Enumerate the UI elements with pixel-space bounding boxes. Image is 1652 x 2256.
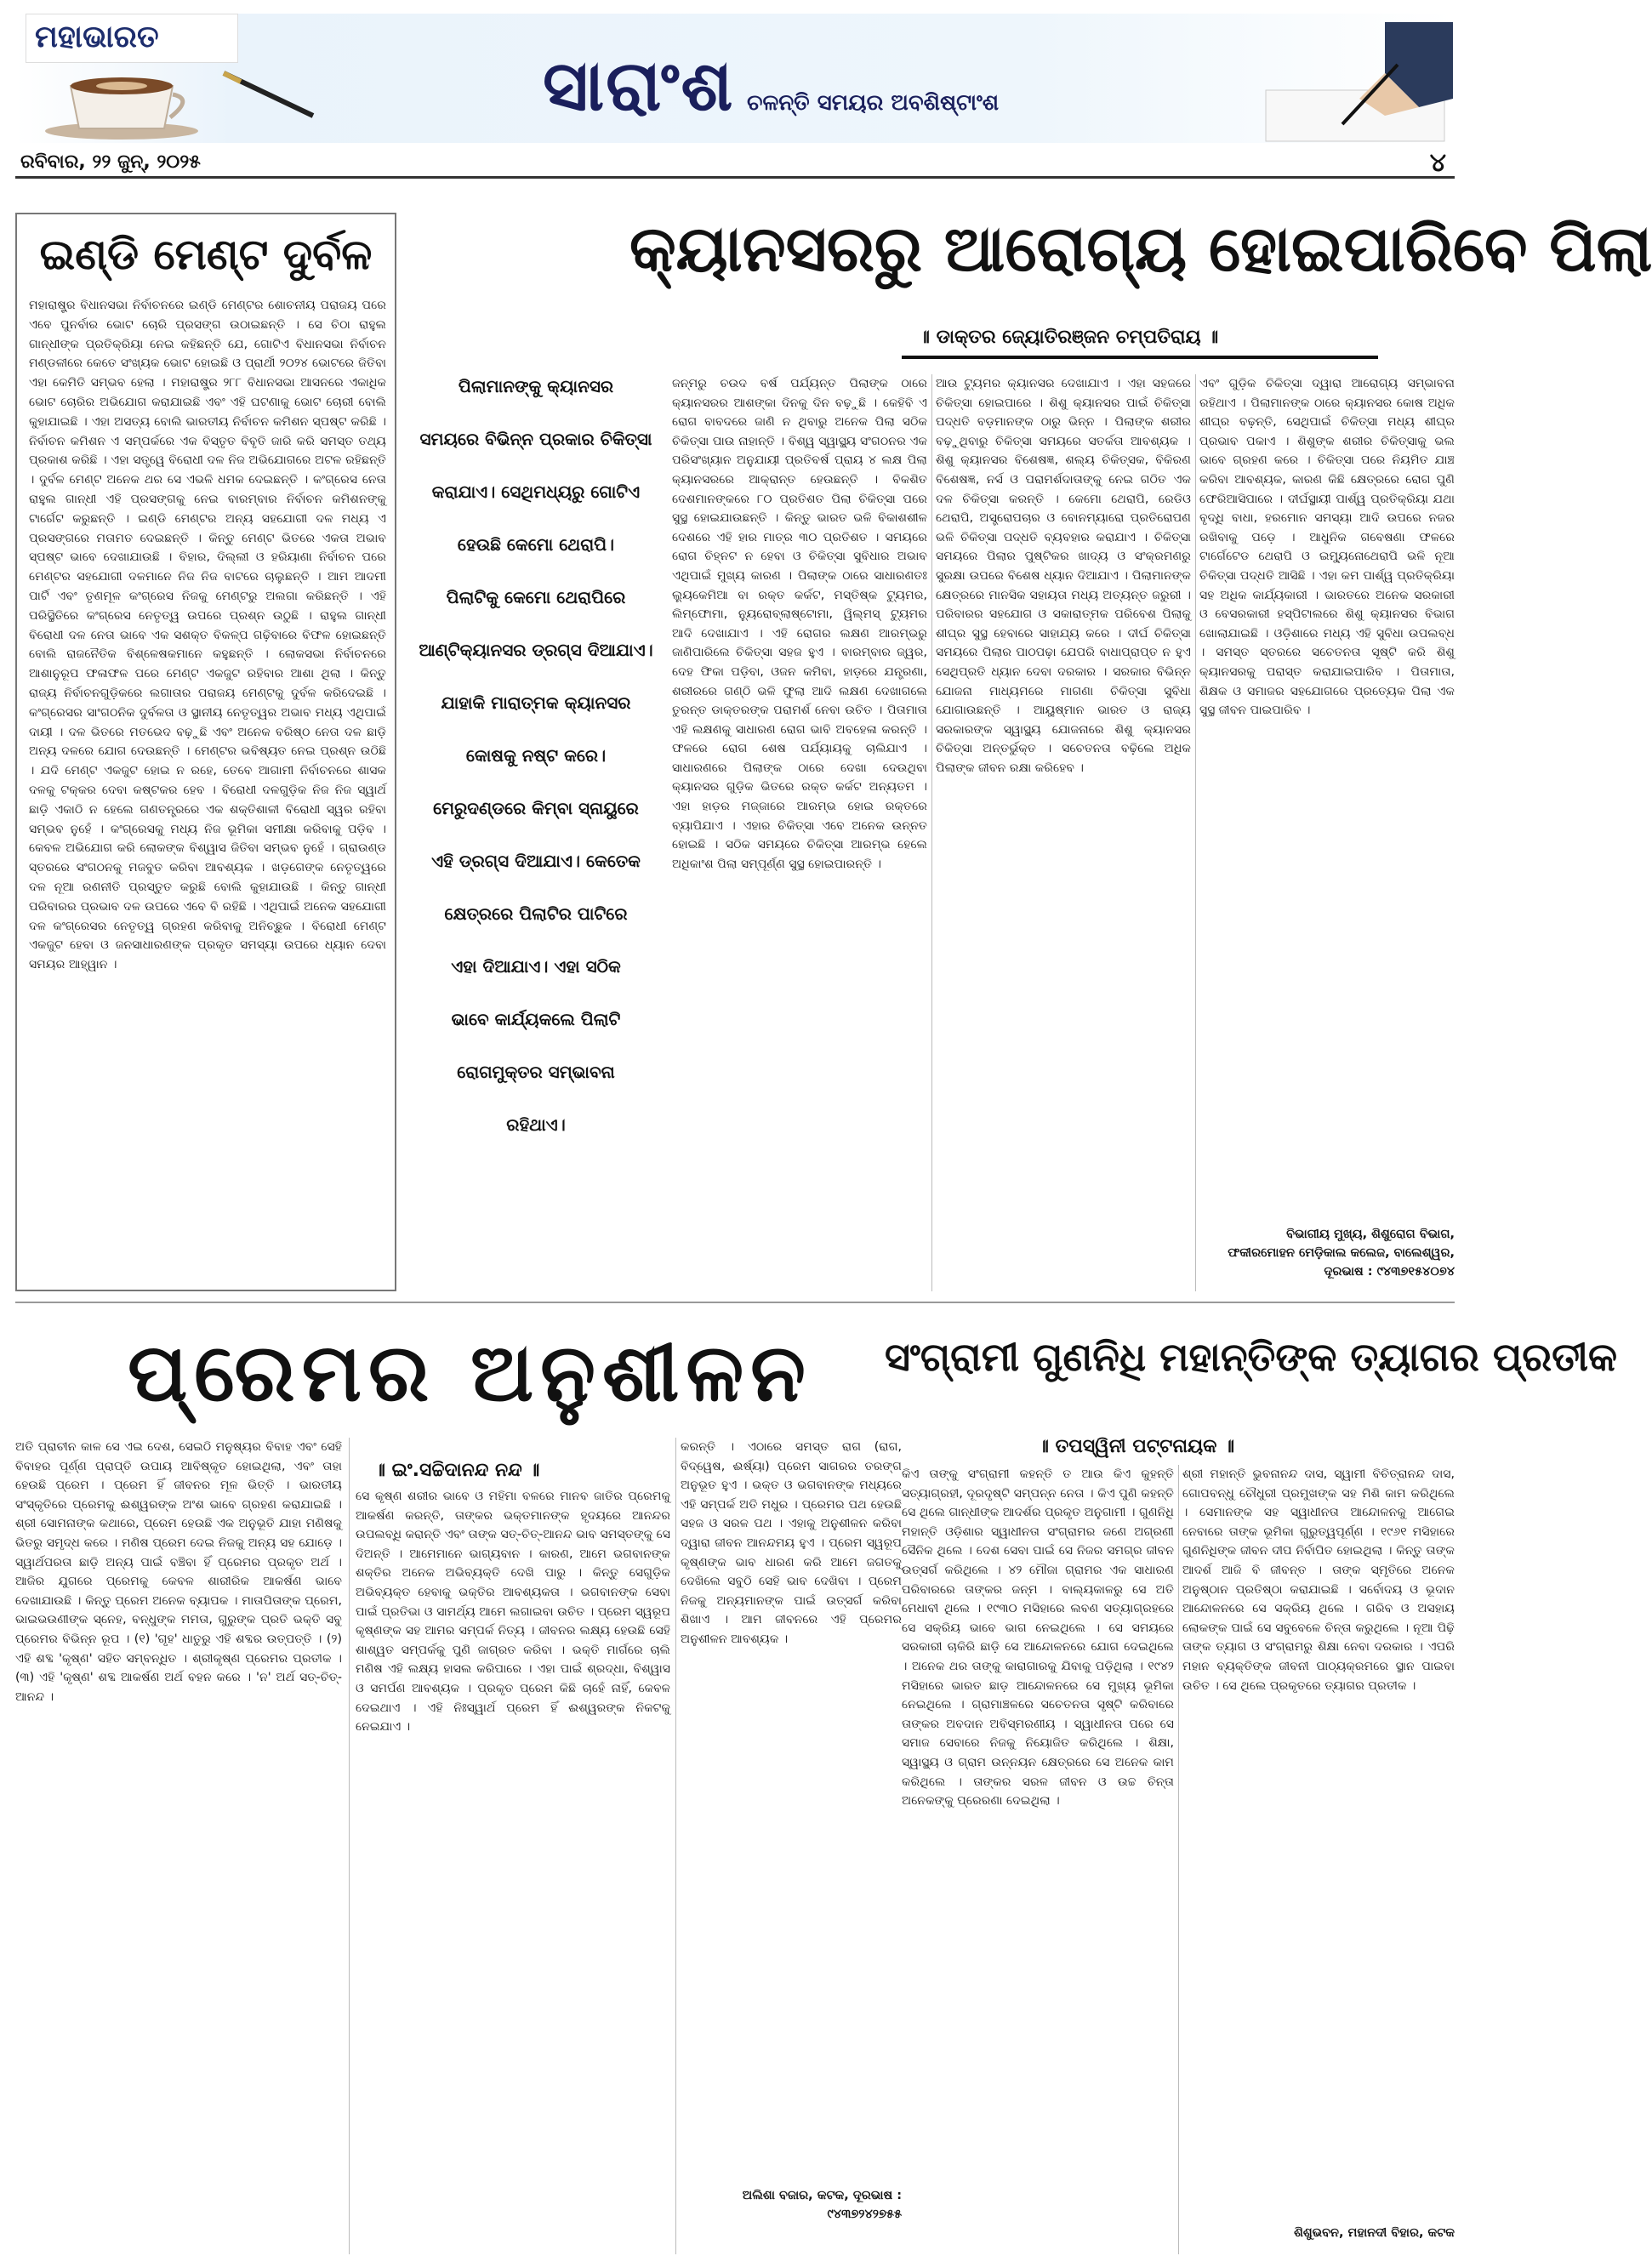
article-column: କରନ୍ତି । ଏଠାରେ ସମସ୍ତ ରାଗ (ରାଗ, ବିଦ୍ୱେଷ, ଈର୍ଷ୍ୟା) ପ୍ରେମ ସାଗରର ତରଙ୍ଗ ଅନୁଭୂତ ହୁଏ । ଭକ୍ତ ଓ ଭଗବାନଙ୍କ ମଧ୍ୟରେ ଏହି ସମ୍ପର୍କ ଅତି ମଧୁର । ପ୍ରେମର ପଥ ହେଉଛି ସହଜ ଓ ସରଳ ପଥ । ଏହାକୁ ଅନୁଶୀଳନ କରିବା ଦ୍ୱାରା ଜୀବନ ଆନନ୍ଦମୟ ହୁଏ । ପ୍ରେମ ସ୍ୱରୂପ କୃଷ୍ଣଙ୍କ ଭାବ ଧାରଣ କରି ଆମେ ଜଗତକୁ ଦେଖିଲେ ସବୁଠି ସେହି ଭାବ ଦେଖିବା । ପ୍ରେମ ନିଜକୁ ଅନ୍ୟମାନଙ୍କ ପାଇଁ ଉତ୍ସର୍ଗ କରିବା ଶିଖାଏ । ଆମ ଜୀବନରେ ଏହି ପ୍ରେମର ଅନୁଶୀଳନ ଆବଶ୍ୟକ । <box>681 1440 902 1646</box>
article-column: ଶ୍ରୀ ମହାନ୍ତି ଭୁବନାନନ୍ଦ ଦାସ, ସ୍ୱାମୀ ବିଚିତ୍ରାନନ୍ଦ ଦାସ, ଗୋପବନ୍ଧୁ ଚୌଧୁରୀ ପ୍ରମୁଖଙ୍କ ସହ ମିଶି କାମ କରିଥିଲେ । ସେମାନଙ୍କ ସହ ସ୍ୱାଧୀନତା ଆନ୍ଦୋଳନକୁ ଆଗେଇ ନେବାରେ ତାଙ୍କ ଭୂମିକା ଗୁରୁତ୍ୱପୂର୍ଣ୍ଣ । ୧୯୬୧ ମସିହାରେ ଗୁଣନିଧିଙ୍କ ଜୀବନ ଦୀପ ନିର୍ବାପିତ ହୋଇଥିଲା । କିନ୍ତୁ ତାଙ୍କ ଆଦର୍ଶ ଆଜି ବି ଜୀବନ୍ତ । ତାଙ୍କ ସ୍ମୃତିରେ ଅନେକ ଅନୁଷ୍ଠାନ ପ୍ରତିଷ୍ଠା କରାଯାଇଛି । ସର୍ବୋଦୟ ଓ ଭୂଦାନ ଆନ୍ଦୋଳନରେ ସେ ସକ୍ରିୟ ଥିଲେ । ଗରିବ ଓ ଅସହାୟ ଲୋକଙ୍କ ପାଇଁ ସେ ସବୁବେଳେ ଚିନ୍ତା କରୁଥିଲେ । ନୂଆ ପିଢ଼ି ତାଙ୍କ ତ୍ୟାଗ ଓ ସଂଗ୍ରାମରୁ ଶିକ୍ଷା ନେବା ଦରକାର । ଏପରି ମହାନ ବ୍ୟକ୍ତିଙ୍କ ଜୀବନୀ ପାଠ୍ୟକ୍ରମରେ ସ୍ଥାନ ପାଇବା ଉଚିତ । ସେ ଥିଲେ ପ୍ରକୃତରେ ତ୍ୟାଗର ପ୍ରତୀକ । <box>1182 1467 1455 1693</box>
article-headline: ସଂଗ୍ରାମୀ ଗୁଣନିଧି ମହାନ୍ତିଙ୍କ ତ୍ୟାଗର ପ୍ରତୀକ <box>885 1334 1617 1380</box>
article-byline: ॥ ଡାକ୍ତର ଜ୍ୟୋତିରଞ୍ଜନ ଚମ୍ପତିରାୟ ॥ <box>919 327 1219 348</box>
pull-quote-line: ସମୟରେ ବିଭିନ୍ନ ପ୍ରକାର ଚିକିତ୍ସା <box>419 429 652 449</box>
credit-line: ଅଲିଶା ବଜାର, କଟକ, ଦୂରଭାଷ : <box>742 2189 902 2202</box>
pull-quote-line: ରହିଥାଏ। <box>506 1114 566 1135</box>
column-rule <box>1178 1465 1179 2254</box>
pull-quote-line: କୋଷକୁ ନଷ୍ଟ କରେ। <box>465 745 607 766</box>
pull-quote <box>407 374 665 1165</box>
byline-rule <box>902 356 1378 359</box>
article-box-indi-alliance <box>15 213 396 1291</box>
article-headline: କ୍ୟାନସରରୁ ଆରୋଗ୍ୟ ହୋଇପାରିବେ ପିଲା <box>629 213 1652 286</box>
article-byline: ॥ ଇଂ.ସଚ୍ଚିଦାନନ୍ଦ ନନ୍ଦ ॥ <box>374 1460 540 1481</box>
article-column: ଆଉ ଟ୍ୟୁମର କ୍ୟାନସର ଦେଖାଯାଏ । ଏହା ସହଜରେ ଚିକିତ୍ସା ହୋଇପାରେ । ଶିଶୁ କ୍ୟାନସର ପାଇଁ ଚିକିତ୍ସା ପଦ୍ଧତି ବଡ଼ମାନଙ୍କ ଠାରୁ ଭିନ୍ନ । ପିଲାଙ୍କ ଶରୀର ବଢ଼ୁଥିବାରୁ ଚିକିତ୍ସା ସମୟରେ ସତର୍କତା ଆବଶ୍ୟକ । ଶିଶୁ କ୍ୟାନସର ବିଶେଷଜ୍ଞ, ଶଲ୍ୟ ଚିକିତ୍ସକ, ବିକିରଣ ବିଶେଷଜ୍ଞ, ନର୍ସ ଓ ପରାମର୍ଶଦାତାଙ୍କୁ ନେଇ ଗଠିତ ଏକ ଦଳ ଚିକିତ୍ସା କରନ୍ତି । କେମୋ ଥେରାପି, ରେଡିଓ ଥେରାପି, ଅସ୍ତ୍ରୋପଚାର ଓ ବୋନମ୍ୟାରୋ ପ୍ରତିରୋପଣ ଭଳି ଚିକିତ୍ସା ପଦ୍ଧତି ବ୍ୟବହାର କରାଯାଏ । ଚିକିତ୍ସା ସମୟରେ ପିଲାର ପୁଷ୍ଟିକର ଖାଦ୍ୟ ଓ ସଂକ୍ରମଣରୁ ସୁରକ୍ଷା ଉପରେ ବିଶେଷ ଧ୍ୟାନ ଦିଆଯାଏ । ପିଲାମାନଙ୍କ କ୍ଷେତ୍ରରେ ମାନସିକ ସହାୟତା ମଧ୍ୟ ଅତ୍ୟନ୍ତ ଜରୁରୀ । ପରିବାରର ସହଯୋଗ ଓ ସକାରାତ୍ମକ ପରିବେଶ ପିଲାକୁ ଶୀଘ୍ର ସୁସ୍ଥ ହେବାରେ ସାହାଯ୍ୟ କରେ । ଦୀର୍ଘ ଚିକିତ୍ସା ସମୟରେ ପିଲାର ପାଠପଢ଼ା ଯେପରି ବାଧାପ୍ରାପ୍ତ ନ ହୁଏ ସେଥିପ୍ରତି ଧ୍ୟାନ ଦେବା ଦରକାର । ସରକାର ବିଭିନ୍ନ ଯୋଜନା ମାଧ୍ୟମରେ ମାଗଣା ଚିକିତ୍ସା ସୁବିଧା ଯୋଗାଉଛନ୍ତି । ଆୟୁଷ୍ମାନ ଭାରତ ଓ ରାଜ୍ୟ ସରକାରଙ୍କ ସ୍ୱାସ୍ଥ୍ୟ ଯୋଜନାରେ ଶିଶୁ କ୍ୟାନସର ଚିକିତ୍ସା ଅନ୍ତର୍ଭୁକ୍ତ । ସଚେତନତା ବଢ଼ିଲେ ଅଧିକ ପିଲାଙ୍କ ଜୀବନ ରକ୍ଷା କରିହେବ । <box>936 377 1191 775</box>
article-headline: ଇଣ୍ଡି ମେଣ୍ଟ ଦୁର୍ବଳ <box>39 230 373 279</box>
pull-quote-line: ପିଲାମାନଙ୍କୁ କ୍ୟାନସର <box>458 376 614 396</box>
article-column: ଏବଂ ଗୁଡ଼ିକ ଚିକିତ୍ସା ଦ୍ୱାରା ଆରୋଗ୍ୟ ସମ୍ଭାବନା ରହିଥାଏ । ପିଲାମାନଙ୍କ ଠାରେ କ୍ୟାନସର କୋଷ ଅଧିକ ଶୀଘ୍ର ବଢ଼ନ୍ତି, ସେଥିପାଇଁ ଚିକିତ୍ସା ମଧ୍ୟ ଶୀଘ୍ର ପ୍ରଭାବ ପକାଏ । ଶିଶୁଙ୍କ ଶରୀର ଚିକିତ୍ସାକୁ ଭଲ ଭାବେ ଗ୍ରହଣ କରେ । ଚିକିତ୍ସା ପରେ ନିୟମିତ ଯାଞ୍ଚ କରିବା ଆବଶ୍ୟକ, କାରଣ କିଛି କ୍ଷେତ୍ରରେ ରୋଗ ପୁଣି ଫେରିଆସିପାରେ । ଦୀର୍ଘସ୍ଥାୟୀ ପାର୍ଶ୍ୱ ପ୍ରତିକ୍ରିୟା ଯଥା ବୃଦ୍ଧି ବାଧା, ହରମୋନ ସମସ୍ୟା ଆଦି ଉପରେ ନଜର ରଖିବାକୁ ପଡ଼େ । ଆଧୁନିକ ଗବେଷଣା ଫଳରେ ଟାର୍ଗେଟେଡ ଥେରାପି ଓ ଇମ୍ୟୁନୋଥେରାପି ଭଳି ନୂଆ ଚିକିତ୍ସା ପଦ୍ଧତି ଆସିଛି । ଏହା କମ ପାର୍ଶ୍ୱ ପ୍ରତିକ୍ରିୟା ସହ ଅଧିକ କାର୍ଯ୍ୟକାରୀ । ଭାରତରେ ଅନେକ ସରକାରୀ ଓ ବେସରକାରୀ ହସ୍ପିଟାଲରେ ଶିଶୁ କ୍ୟାନସର ବିଭାଗ ଖୋଲାଯାଇଛି । ଓଡ଼ିଶାରେ ମଧ୍ୟ ଏହି ସୁବିଧା ଉପଲବ୍ଧ । ସମସ୍ତ ସ୍ତରରେ ସଚେତନତା ସୃଷ୍ଟି କରି ଶିଶୁ କ୍ୟାନସରକୁ ପରାସ୍ତ କରାଯାଇପାରିବ । ପିତାମାତା, ଶିକ୍ଷକ ଓ ସମାଜର ସହଯୋଗରେ ପ୍ରତ୍ୟେକ ପିଲା ଏକ ସୁସ୍ଥ ଜୀବନ ପାଇପାରିବ । <box>1199 377 1455 718</box>
masthead-banner <box>15 14 1455 143</box>
writing-hand-icon <box>1257 22 1453 141</box>
pen-icon <box>219 65 322 124</box>
article-byline: ॥ ତପସ୍ୱିନୀ ପଟ୍ଟନାୟକ ॥ <box>1038 1436 1235 1457</box>
section-tagline: ଚଳନ୍ତି ସମୟର ଅବଶିଷ୍ଟାଂଶ <box>747 90 1000 116</box>
column-rule <box>931 374 932 1291</box>
dateline <box>15 148 1455 179</box>
pull-quote-line: ଏହା ଦିଆଯାଏ। ଏହା ସଠିକ <box>451 956 621 977</box>
coffee-cup-icon <box>41 65 202 141</box>
column-rule <box>1195 374 1196 1291</box>
article-column: ସେ କୃଷ୍ଣ ଶରୀର ଭାବେ ଓ ମହିମା ବଳରେ ମାନବ ଜାତିର ପ୍ରେମକୁ ଆକର୍ଷଣ କରନ୍ତି, ତାଙ୍କର ଭକ୍ତମାନଙ୍କ ହୃଦୟରେ ଆନନ୍ଦର ଉପଲବ୍ଧି କରାନ୍ତି ଏବଂ ତାଙ୍କ ସତ୍-ଚିତ୍-ଆନନ୍ଦ ଭାବ ସମସ୍ତଙ୍କୁ ସେ ଦିଅନ୍ତି । ଆମେମାନେ ଭାଗ୍ୟବାନ । କାରଣ, ଆମେ ଭଗବାନଙ୍କ ଶକ୍ତିର ଅନେକ ଅଭିବ୍ୟକ୍ତି ଦେଖି ପାରୁ । କିନ୍ତୁ ସେଗୁଡ଼ିକ ଅଭିବ୍ୟକ୍ତ ହେବାକୁ ଭକ୍ତିର ଆବଶ୍ୟକତା । ଭଗବାନଙ୍କ ସେବା ପାଇଁ ପ୍ରତିଭା ଓ ସାମର୍ଥ୍ୟ ଆମେ ଲଗାଇବା ଉଚିତ । ପ୍ରେମ ସ୍ୱରୂପ କୃଷ୍ଣଙ୍କ ସହ ଆମର ସମ୍ପର୍କ ନିତ୍ୟ । ଜୀବନର ଲକ୍ଷ୍ୟ ହେଉଛି ସେହି ଶାଶ୍ୱତ ସମ୍ପର୍କକୁ ପୁଣି ଜାଗ୍ରତ କରିବା । ଭକ୍ତି ମାର୍ଗରେ ଚାଲି ମଣିଷ ଏହି ଲକ୍ଷ୍ୟ ହାସଲ କରିପାରେ । ଏହା ପାଇଁ ଶ୍ରଦ୍ଧା, ବିଶ୍ୱାସ ଓ ସମର୍ପଣ ଆବଶ୍ୟକ । ପ୍ରକୃତ ପ୍ରେମ କିଛି ଚାହେଁ ନାହିଁ, କେବଳ ଦେଇଥାଏ । ଏହି ନିଃସ୍ୱାର୍ଥ ପ୍ରେମ ହିଁ ଈଶ୍ୱରଙ୍କ ନିକଟକୁ ନେଇଯାଏ । <box>356 1490 670 1735</box>
author-credit <box>681 2186 902 2224</box>
credit-line: ୯୪୩୭୨୪୨୭୫୫ <box>827 2208 902 2221</box>
article-headline: ପ୍ରେମର ଅନୁଶୀଳନ <box>128 1327 812 1420</box>
section-divider <box>15 1302 1455 1303</box>
pull-quote-line: ହେଉଛି କେମୋ ଥେରାପି। <box>457 534 615 555</box>
pull-quote-line: ଭାବେ କାର୍ଯ୍ୟକଲେ ପିଲାଟି <box>451 1009 621 1029</box>
article-column: ଅତି ପ୍ରାଚୀନ କାଳ ସେ ଏଇ ଦେଶ, ସେଇଠି ମନୁଷ୍ୟର ବିବାହ ଏବଂ ସେହି ବିବାହର ପୂର୍ଣ୍ଣ ପ୍ରାପ୍ତି ଉପାୟ ଆବିଷ୍କୃତ ହୋଇଥିଲା, ଏବଂ ତାହା ହେଉଛି ପ୍ରେମ । ପ୍ରେମ ହିଁ ଜୀବନର ମୂଳ ଭିତ୍ତି । ଭାରତୀୟ ସଂସ୍କୃତିରେ ପ୍ରେମକୁ ଈଶ୍ୱରଙ୍କ ଅଂଶ ଭାବେ ଗ୍ରହଣ କରାଯାଇଛି । ଶ୍ରୀ ସୋମନାଙ୍କ କଥାରେ, ପ୍ରେମ ହେଉଛି ଏକ ଅନୁଭୂତି ଯାହା ମଣିଷକୁ ଭିତରୁ ସମୃଦ୍ଧ କରେ । ମଣିଷ ପ୍ରେମ ଦେଇ ନିଜକୁ ଅନ୍ୟ ସହ ଯୋଡ଼େ । ସ୍ୱାର୍ଥପରତା ଛାଡ଼ି ଅନ୍ୟ ପାଇଁ ବଞ୍ଚିବା ହିଁ ପ୍ରେମର ପ୍ରକୃତ ଅର୍ଥ । ଆଜିର ଯୁଗରେ ପ୍ରେମକୁ କେବଳ ଶାରୀରିକ ଆକର୍ଷଣ ଭାବେ ଦେଖାଯାଉଛି । କିନ୍ତୁ ପ୍ରେମ ଅନେକ ବ୍ୟାପକ । ମାତାପିତାଙ୍କ ପ୍ରେମ, ଭାଇଭଉଣୀଙ୍କ ସ୍ନେହ, ବନ୍ଧୁଙ୍କ ମମତା, ଗୁରୁଙ୍କ ପ୍ରତି ଭକ୍ତି ସବୁ ପ୍ରେମର ବିଭିନ୍ନ ରୂପ । (୧) 'ଗୃହ' ଧାତୁରୁ ଏହି ଶବ୍ଦର ଉତ୍ପତ୍ତି । (୨) ଏହି ଶବ୍ଦ 'କୃଷ୍ଣ' ସହିତ ସମ୍ବନ୍ଧିତ । ଶ୍ରୀକୃଷ୍ଣ ପ୍ରେମର ପ୍ରତୀକ । (୩) ଏହି 'କୃଷ୍ଣ' ଶବ୍ଦ ଆକର୍ଷଣ ଅର୍ଥ ବହନ କରେ । 'ନ' ଅର୍ଥ ସତ୍-ଚିତ୍-ଆନନ୍ଦ । <box>15 1440 342 1704</box>
issue-date: ରବିବାର, ୨୨ ଜୁନ୍, ୨୦୨୫ <box>20 151 201 173</box>
pull-quote-line: କରାଯାଏ। ସେଥିମଧ୍ୟରୁ ଗୋଟିଏ <box>431 481 641 502</box>
author-credit <box>1199 1225 1455 1281</box>
credit-line: ବିଭାଗୀୟ ମୁଖ୍ୟ, ଶିଶୁରୋଗ ବିଭାଗ, <box>1286 1228 1455 1241</box>
article-column: ଜନ୍ମରୁ ଚଉଦ ବର୍ଷ ପର୍ଯ୍ୟନ୍ତ ପିଲାଙ୍କ ଠାରେ କ୍ୟାନସରର ଆଶଙ୍କା ଦିନକୁ ଦିନ ବଢ଼ୁଛି । କେହିବି ଏ ରୋଗ ବାବଦରେ ଜାଣି ନ ଥିବାରୁ ଅନେକ ପିଲା ସଠିକ ଚିକିତ୍ସା ପାଉ ନାହାନ୍ତି । ବିଶ୍ୱ ସ୍ୱାସ୍ଥ୍ୟ ସଂଗଠନର ଏକ ପରିସଂଖ୍ୟାନ ଅନୁଯାୟୀ ପ୍ରତିବର୍ଷ ପ୍ରାୟ ୪ ଲକ୍ଷ ପିଲା କ୍ୟାନସରରେ ଆକ୍ରାନ୍ତ ହେଉଛନ୍ତି । ବିକଶିତ ଦେଶମାନଙ୍କରେ ୮୦ ପ୍ରତିଶତ ପିଲା ଚିକିତ୍ସା ପରେ ସୁସ୍ଥ ହୋଇଯାଉଛନ୍ତି । କିନ୍ତୁ ଭାରତ ଭଳି ବିକାଶଶୀଳ ଦେଶରେ ଏହି ହାର ମାତ୍ର ୩୦ ପ୍ରତିଶତ । ସମୟରେ ରୋଗ ଚିହ୍ନଟ ନ ହେବା ଓ ଚିକିତ୍ସା ସୁବିଧାର ଅଭାବ ଏଥିପାଇଁ ମୁଖ୍ୟ କାରଣ । ପିଲାଙ୍କ ଠାରେ ସାଧାରଣତଃ ଲ୍ୟୁକେମିଆ ବା ରକ୍ତ କର୍କଟ, ମସ୍ତିଷ୍କ ଟ୍ୟୁମର, ଲିମ୍ଫୋମା, ନ୍ୟୁରୋବ୍ଲାଷ୍ଟୋମା, ୱିଲ୍ମସ୍ ଟ୍ୟୁମର ଆଦି ଦେଖାଯାଏ । ଏହି ରୋଗର ଲକ୍ଷଣ ଆରମ୍ଭରୁ ଜାଣିପାରିଲେ ଚିକିତ୍ସା ସହଜ ହୁଏ । ବାରମ୍ବାର ଜ୍ୱର, ଦେହ ଫିକା ପଡ଼ିବା, ଓଜନ କମିବା, ହାଡ଼ରେ ଯନ୍ତ୍ରଣା, ଶରୀରରେ ଗଣ୍ଠି ଭଳି ଫୁଲା ଆଦି ଲକ୍ଷଣ ଦେଖାଗଲେ ତୁରନ୍ତ ଡାକ୍ତରଙ୍କ ପରାମର୍ଶ ନେବା ଉଚିତ । ପିତାମାତା ଏହି ଲକ୍ଷଣକୁ ସାଧାରଣ ରୋଗ ଭାବି ଅବହେଳା କରନ୍ତି । ଫଳରେ ରୋଗ ଶେଷ ପର୍ଯ୍ୟାୟକୁ ଚାଲିଯାଏ । ସାଧାରଣରେ ପିଲାଙ୍କ ଠାରେ ଦେଖା ଦେଉଥିବା କ୍ୟାନସର ଗୁଡ଼ିକ ଭିତରେ ରକ୍ତ କର୍କଟ ଅନ୍ୟତମ । ଏହା ହାଡ଼ର ମଜ୍ଜାରେ ଆରମ୍ଭ ହୋଇ ରକ୍ତରେ ବ୍ୟାପିଯାଏ । ଏହାର ଚିକିତ୍ସା ଏବେ ଅନେକ ଉନ୍ନତ ହୋଇଛି । ସଠିକ ସମୟରେ ଚିକିତ୍ସା ଆରମ୍ଭ ହେଲେ ଅଧିକାଂଶ ପିଲା ସମ୍ପୂର୍ଣ୍ଣ ସୁସ୍ଥ ହୋଇପାରନ୍ତି । <box>672 377 927 871</box>
credit-line: ଦୂରଭାଷ : ୯୪୩୭୧୫୪୦୭୪ <box>1324 1265 1455 1279</box>
page-number: ୪ <box>1429 148 1446 178</box>
column-rule <box>675 1438 676 2254</box>
section-title: ସାରାଂଶ <box>543 46 735 127</box>
credit-line: ଫକୀରମୋହନ ମେଡ଼ିକାଲ କଲେଜ, ବାଲେଶ୍ୱର, <box>1228 1246 1455 1260</box>
credit-line: ଶିଶୁଭବନ, ମହାନଦୀ ବିହାର, କଟକ <box>1294 2226 1455 2240</box>
pull-quote-line: ପିଲାଟିକୁ କେମୋ ଥେରାପିରେ <box>446 587 626 607</box>
pull-quote-line: ମେରୁଦଣ୍ଡରେ କିମ୍ବା ସ୍ନାୟୁରେ <box>433 798 639 818</box>
logo[interactable] <box>26 14 238 63</box>
pull-quote-line: ଯାହାକି ମାରାତ୍ମକ କ୍ୟାନସର <box>441 692 631 713</box>
pull-quote-line: ଏହି ଡ୍ରଗ୍ସ ଦିଆଯାଏ। କେତେକ <box>431 851 641 871</box>
author-credit <box>1182 2224 1455 2242</box>
pull-quote-line: ଆଣ୍ଟିକ୍ୟାନସର ଡ୍ରଗ୍ସ ଦିଆଯାଏ। <box>419 640 653 660</box>
article-column: କିଏ ତାଙ୍କୁ ସଂଗ୍ରାମୀ କହନ୍ତି ତ ଆଉ କିଏ କୁହନ୍ତି ସତ୍ୟାଗ୍ରହୀ, ଦୂରଦୃଷ୍ଟି ସମ୍ପନ୍ନ ନେତା । କିଏ ପୁଣି କହନ୍ତି ସେ ଥିଲେ ଗାନ୍ଧୀଙ୍କ ଆଦର୍ଶର ପ୍ରକୃତ ଅନୁଗାମୀ । ଗୁଣନିଧି ମହାନ୍ତି ଓଡ଼ିଶାର ସ୍ୱାଧୀନତା ସଂଗ୍ରାମର ଜଣେ ଅଗ୍ରଣୀ ସୈନିକ ଥିଲେ । ଦେଶ ସେବା ପାଇଁ ସେ ନିଜର ସମଗ୍ର ଜୀବନ ଉତ୍ସର୍ଗ କରିଥିଲେ । ୪୨ ମୌଜା ଗ୍ରାମର ଏକ ସାଧାରଣ ପରିବାରରେ ତାଙ୍କର ଜନ୍ମ । ବାଲ୍ୟକାଳରୁ ସେ ଅତି ମେଧାବୀ ଥିଲେ । ୧୯୩୦ ମସିହାରେ ଲବଣ ସତ୍ୟାଗ୍ରହରେ ସେ ସକ୍ରିୟ ଭାବେ ଭାଗ ନେଇଥିଲେ । ସେ ସମୟରେ ସରକାରୀ ଚାକିରି ଛାଡ଼ି ସେ ଆନ୍ଦୋଳନରେ ଯୋଗ ଦେଇଥିଲେ । ଅନେକ ଥର ତାଙ୍କୁ କାରାଗାରକୁ ଯିବାକୁ ପଡ଼ିଥିଲା । ୧୯୪୨ ମସିହାରେ ଭାରତ ଛାଡ଼ ଆନ୍ଦୋଳନରେ ସେ ମୁଖ୍ୟ ଭୂମିକା ନେଇଥିଲେ । ଗ୍ରାମାଞ୍ଚଳରେ ସଚେତନତା ସୃଷ୍ଟି କରିବାରେ ତାଙ୍କର ଅବଦାନ ଅବିସ୍ମରଣୀୟ । ସ୍ୱାଧୀନତା ପରେ ସେ ସମାଜ ସେବାରେ ନିଜକୁ ନିୟୋଜିତ କରିଥିଲେ । ଶିକ୍ଷା, ସ୍ୱାସ୍ଥ୍ୟ ଓ ଗ୍ରାମ ଉନ୍ନୟନ କ୍ଷେତ୍ରରେ ସେ ଅନେକ କାମ କରିଥିଲେ । ତାଙ୍କର ସରଳ ଜୀବନ ଓ ଉଚ୍ଚ ଚିନ୍ତା ଅନେକଙ୍କୁ ପ୍ରେରଣା ଦେଇଥିଲା । <box>902 1467 1174 1809</box>
logo-text: ମହାଭାରତ <box>35 20 159 54</box>
column-rule <box>349 1438 350 2254</box>
pull-quote-line: କ୍ଷେତ୍ରରେ ପିଲାଟିର ପାଟିରେ <box>444 903 628 924</box>
pull-quote-line: ରୋଗମୁକ୍ତର ସମ୍ଭାବନା <box>457 1062 615 1082</box>
article-body: ମହାରାଷ୍ଟ୍ର ବିଧାନସଭା ନିର୍ବାଚନରେ ଇଣ୍ଡି ମେଣ୍ଟର ଶୋଚନୀୟ ପରାଜୟ ପରେ ଏବେ ପୁନର୍ବାର ଭୋଟ ଚୋରି ପ୍ରସଙ୍ଗ ଉଠାଇଛନ୍ତି । ସେ ଚିଠା ରାହୁଲ ଗାନ୍ଧୀଙ୍କ ପ୍ରତିକ୍ରିୟା ନେଇ କହିଛନ୍ତି ଯେ, ଗୋଟିଏ ବିଧାନସଭା ନିର୍ବାଚନ ମଣ୍ଡଳୀରେ କେତେ ସଂଖ୍ୟକ ଭୋଟ ହୋଇଛି ଓ ପ୍ରାର୍ଥୀ ୨୦୨୪ ଭୋଟରେ ଜିତିବା ଏହା କେମିତି ସମ୍ଭବ ହେଲା । ମହାରାଷ୍ଟ୍ର ୨୮୮ ବିଧାନସଭା ଆସନରେ ଏକାଧିକ ଭୋଟ ଚୋରିର ଅଭିଯୋଗ କରାଯାଇଛି ଏବଂ ଏହି ଘଟଣାକୁ ଭୋଟ ଚୋରୀ ବୋଲି କୁହାଯାଇଛି । ଏହା ଅସତ୍ୟ ବୋଲି ଭାରତୀୟ ନିର୍ବାଚନ କମିଶନ ସ୍ପଷ୍ଟ କରିଛି । ନିର୍ବାଚନ କମିଶନ ଏ ସମ୍ପର୍କରେ ଏକ ବିସ୍ତୃତ ବିବୃତି ଜାରି କରି ସମସ୍ତ ତଥ୍ୟ ପ୍ରକାଶ କରିଛି । ଏହା ସତ୍ତ୍ୱେ ବିରୋଧୀ ଦଳ ନିଜ ଅଭିଯୋଗରେ ଅଟଳ ରହିଛନ୍ତି । ଦୁର୍ବଳ ମେଣ୍ଟ ଅନେକ ଥର ସେ ଏଭଳି ଧମକ ଦେଇଛନ୍ତି । କଂଗ୍ରେସ ନେତା ରାହୁଲ ଗାନ୍ଧୀ ଏହି ପ୍ରସଙ୍ଗକୁ ନେଇ ବାରମ୍ବାର ନିର୍ବାଚନ କମିଶନଙ୍କୁ ଟାର୍ଗେଟ କରୁଛନ୍ତି । ଇଣ୍ଡି ମେଣ୍ଟର ଅନ୍ୟ ସହଯୋଗୀ ଦଳ ମଧ୍ୟ ଏ ପ୍ରସଙ୍ଗରେ ମତାମତ ଦେଇଛନ୍ତି । କିନ୍ତୁ ମେଣ୍ଟ ଭିତରେ ଏକତା ଅଭାବ ସ୍ପଷ୍ଟ ଭାବେ ଦେଖାଯାଉଛି । ବିହାର, ଦିଲ୍ଲୀ ଓ ହରିୟାଣା ନିର୍ବାଚନ ପରେ ମେଣ୍ଟର ସହଯୋଗୀ ଦଳମାନେ ନିଜ ନିଜ ବାଟରେ ଚାଲୁଛନ୍ତି । ଆମ ଆଦମୀ ପାର୍ଟି ଏବଂ ତୃଣମୂଳ କଂଗ୍ରେସ ନିଜକୁ ମେଣ୍ଟରୁ ଅଲଗା କରିଛନ୍ତି । ଏହି ପରିସ୍ଥିତିରେ କଂଗ୍ରେସ ନେତୃତ୍ୱ ଉପରେ ପ୍ରଶ୍ନ ଉଠୁଛି । ରାହୁଲ ଗାନ୍ଧୀ ବିରୋଧୀ ଦଳ ନେତା ଭାବେ ଏକ ସଶକ୍ତ ବିକଳ୍ପ ଗଢ଼ିବାରେ ବିଫଳ ହୋଇଛନ୍ତି ବୋଲି ରାଜନୈତିକ ବିଶ୍ଳେଷକମାନେ କହୁଛନ୍ତି । ଲୋକସଭା ନିର୍ବାଚନରେ ଆଶାନୁରୂପ ଫଳାଫଳ ପରେ ମେଣ୍ଟ ଏକଜୁଟ ରହିବାର ଆଶା ଥିଲା । କିନ୍ତୁ ରାଜ୍ୟ ନିର୍ବାଚନଗୁଡ଼ିକରେ ଲଗାତାର ପରାଜୟ ମେଣ୍ଟକୁ ଦୁର୍ବଳ କରିଦେଇଛି । କଂଗ୍ରେସର ସାଂଗଠନିକ ଦୁର୍ବଳତା ଓ ସ୍ଥାନୀୟ ନେତୃତ୍ୱର ଅଭାବ ମଧ୍ୟ ଏଥିପାଇଁ ଦାୟୀ । ଦଳ ଭିତରେ ମତଭେଦ ବଢ଼ୁଛି ଏବଂ ଅନେକ ବରିଷ୍ଠ ନେତା ଦଳ ଛାଡ଼ି ଅନ୍ୟ ଦଳରେ ଯୋଗ ଦେଉଛନ୍ତି । ମେଣ୍ଟର ଭବିଷ୍ୟତ ନେଇ ପ୍ରଶ୍ନ ଉଠିଛି । ଯଦି ମେଣ୍ଟ ଏକଜୁଟ ହୋଇ ନ ରହେ, ତେବେ ଆଗାମୀ ନିର୍ବାଚନରେ ଶାସକ ଦଳକୁ ଟକ୍କର ଦେବା କଷ୍ଟକର ହେବ । ବିରୋଧୀ ଦଳଗୁଡ଼ିକ ନିଜ ନିଜ ସ୍ୱାର୍ଥ ଛାଡ଼ି ଏକାଠି ନ ହେଲେ ଗଣତନ୍ତ୍ରରେ ଏକ ଶକ୍ତିଶାଳୀ ବିରୋଧୀ ସ୍ୱର ରହିବା ସମ୍ଭବ ନୁହେଁ । କଂଗ୍ରେସକୁ ମଧ୍ୟ ନିଜ ଭୂମିକା ସମୀକ୍ଷା କରିବାକୁ ପଡ଼ିବ । କେବଳ ଅଭିଯୋଗ କରି ଲୋକଙ୍କ ବିଶ୍ୱାସ ଜିତିବା ସମ୍ଭବ ନୁହେଁ । ଗ୍ରାଉଣ୍ଡ ସ୍ତରରେ ସଂଗଠନକୁ ମଜବୁତ କରିବା ଆବଶ୍ୟକ । ଖଡ଼ଗେଙ୍କ ନେତୃତ୍ୱରେ ଦଳ ନୂଆ ରଣନୀତି ପ୍ରସ୍ତୁତ କରୁଛି ବୋଲି କୁହାଯାଉଛି । କିନ୍ତୁ ଗାନ୍ଧୀ ପରିବାରର ପ୍ରଭାବ ଦଳ ଉପରେ ଏବେ ବି ରହିଛି । ଏଥିପାଇଁ ଅନେକ ସହଯୋଗୀ ଦଳ କଂଗ୍ରେସର ନେତୃତ୍ୱ ଗ୍ରହଣ କରିବାକୁ ଅନିଚ୍ଛୁକ । ବିରୋଧୀ ମେଣ୍ଟ ଏକଜୁଟ ହେବା ଓ ଜନସାଧାରଣଙ୍କ ପ୍ରକୃତ ସମସ୍ୟା ଉପରେ ଧ୍ୟାନ ଦେବା ସମୟର ଆହ୍ୱାନ । <box>29 299 386 972</box>
